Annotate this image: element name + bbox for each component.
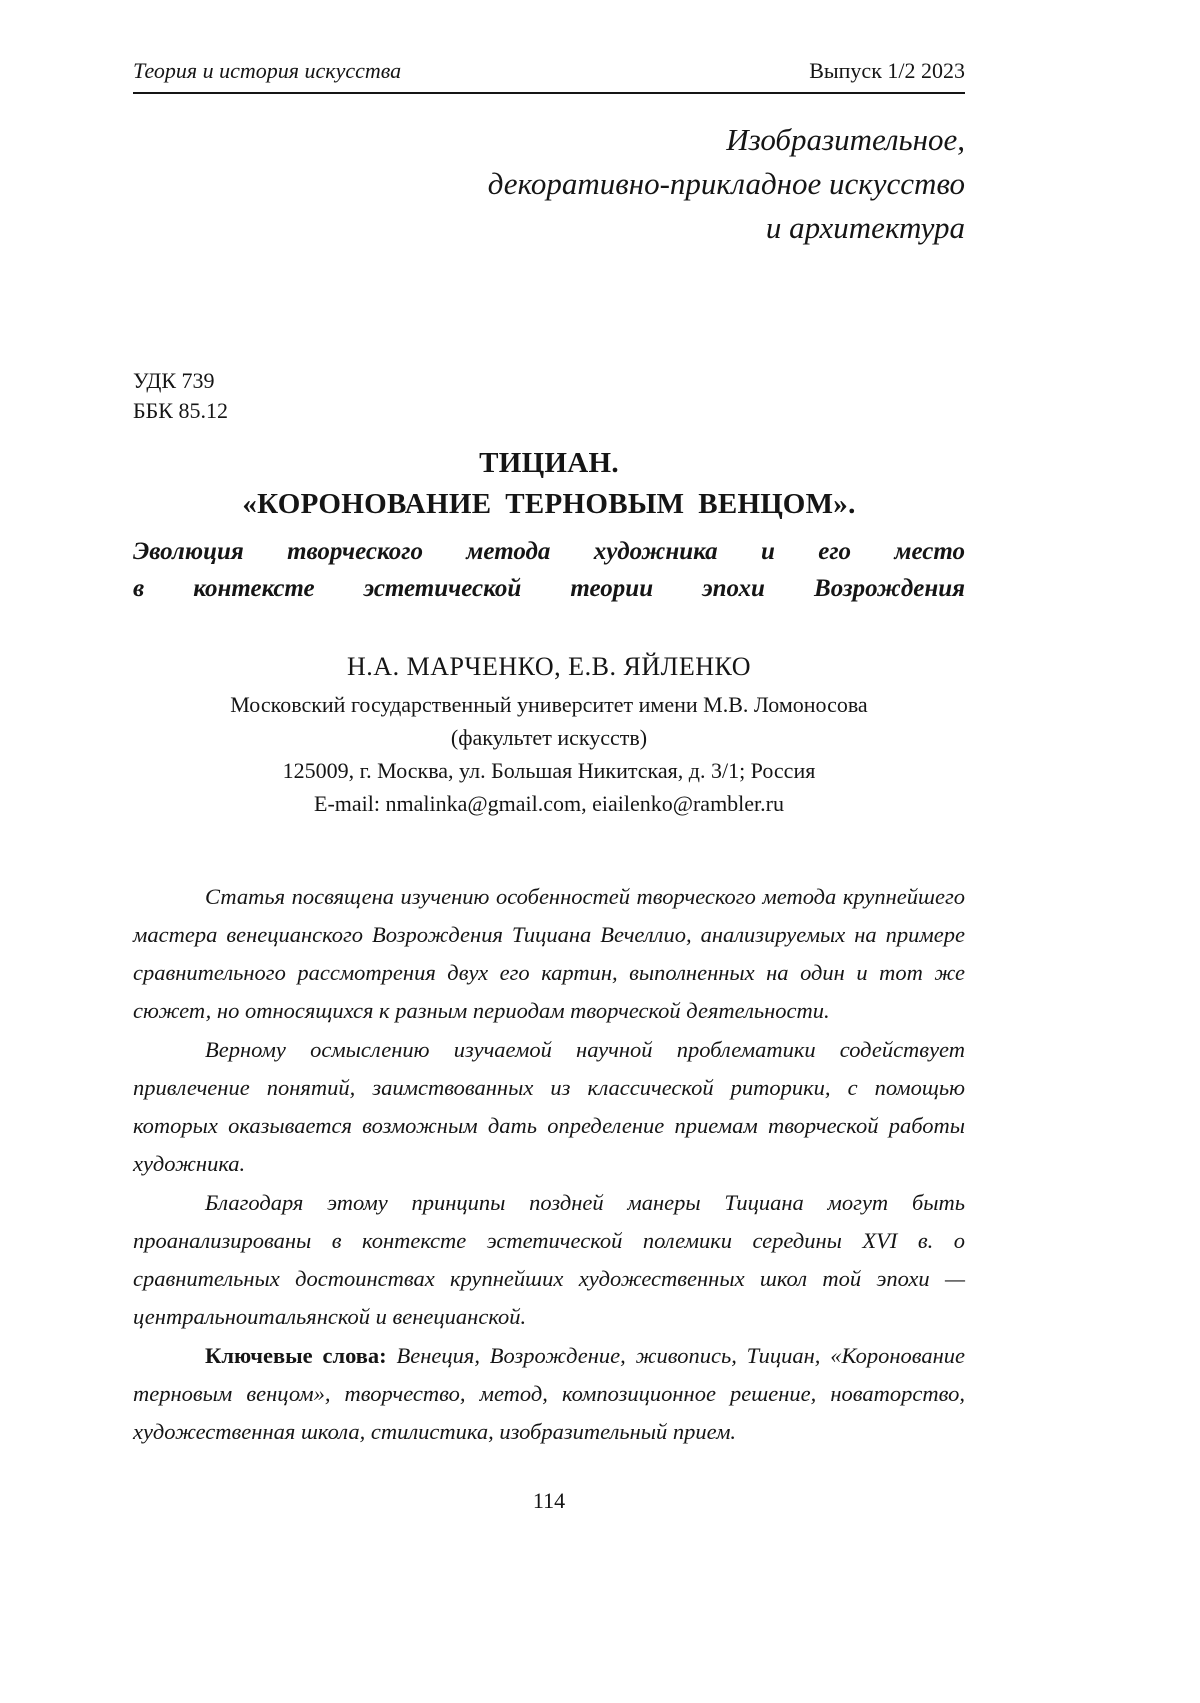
keywords-paragraph [133, 1337, 965, 1452]
page-number: 114 [532, 1488, 566, 1513]
running-head [133, 58, 965, 84]
running-head-issue: Выпуск 1/2 2023 [809, 58, 965, 83]
keywords-label: Ключевые слова: [205, 1342, 387, 1368]
affiliation-faculty: (факультет искусств) [450, 724, 648, 750]
affiliation-email: E-mail: nmalinka@gmail.com, eiailenko@rambler.ru [314, 790, 784, 816]
affiliation-address: 125009, г. Москва, ул. Большая Никитская, д. 3/1; Россия [282, 757, 816, 783]
abstract-paragraph-2: Верному осмыслению изучаемой научной проблематики содействует привлечение понятий, заимствованных из классической риторики, с помощью которых оказывается возможным дать определение приемам творческой работы художника. [133, 1036, 965, 1177]
article-title [133, 443, 965, 524]
article-title-line-1: ТИЦИАН. [479, 447, 619, 480]
abstract [133, 878, 965, 1452]
section-title-line-1: Изобразительное, [726, 122, 965, 157]
classification-codes [133, 366, 965, 425]
keywords-text: Венеция, Возрождение, живопись, Тициан, «Коронование терновым венцом», творчество, метод, композиционное решение, новаторство, художественная школа, стилистика, изобразительный прием. [133, 1342, 966, 1445]
affiliation [133, 688, 965, 820]
section-title-line-2: декоративно-прикладное искусство [487, 166, 965, 202]
authors: Н.А. МАРЧЕНКО, Е.В. ЯЙЛЕНКО [346, 651, 752, 681]
header-rule [133, 92, 965, 94]
bbk-code: ББК 85.12 [133, 397, 228, 423]
abstract-paragraph-1: Статья посвящена изучению особенностей творческого метода крупнейшего мастера венецианского Возрождения Тициана Вечеллио, анализируемых на примере сравнительного рассмотрения двух его картин, выполненных на один и тот же сюжет, но относящихся к разным периодам творческой деятельности. [133, 883, 965, 1024]
article-subtitle [133, 533, 965, 608]
article-title-line-2: «КОРОНОВАНИЕ ТЕРНОВЫМ ВЕНЦОМ». [242, 488, 856, 521]
section-title-line-3: и архитектура [765, 210, 965, 246]
section-title [133, 118, 965, 250]
abstract-paragraph-3: Благодаря этому принципы поздней манеры Тициана могут быть проанализированы в контексте эстетической полемики середины XVI в. о сравнительных достоинствах крупнейших художественных школ той эпохи — центральноитальянской и венецианской. [133, 1189, 965, 1330]
article-subtitle-line-1: Эволюция творческого метода художника и его место [133, 537, 965, 565]
running-head-journal-title: Теория и история искусства [133, 58, 402, 83]
udk-code: УДК 739 [133, 368, 215, 394]
article-subtitle-line-2: в контексте эстетической теории эпохи Возрождения [133, 575, 965, 603]
affiliation-university: Московский государственный университет имени М.В. Ломоносова [230, 691, 868, 717]
